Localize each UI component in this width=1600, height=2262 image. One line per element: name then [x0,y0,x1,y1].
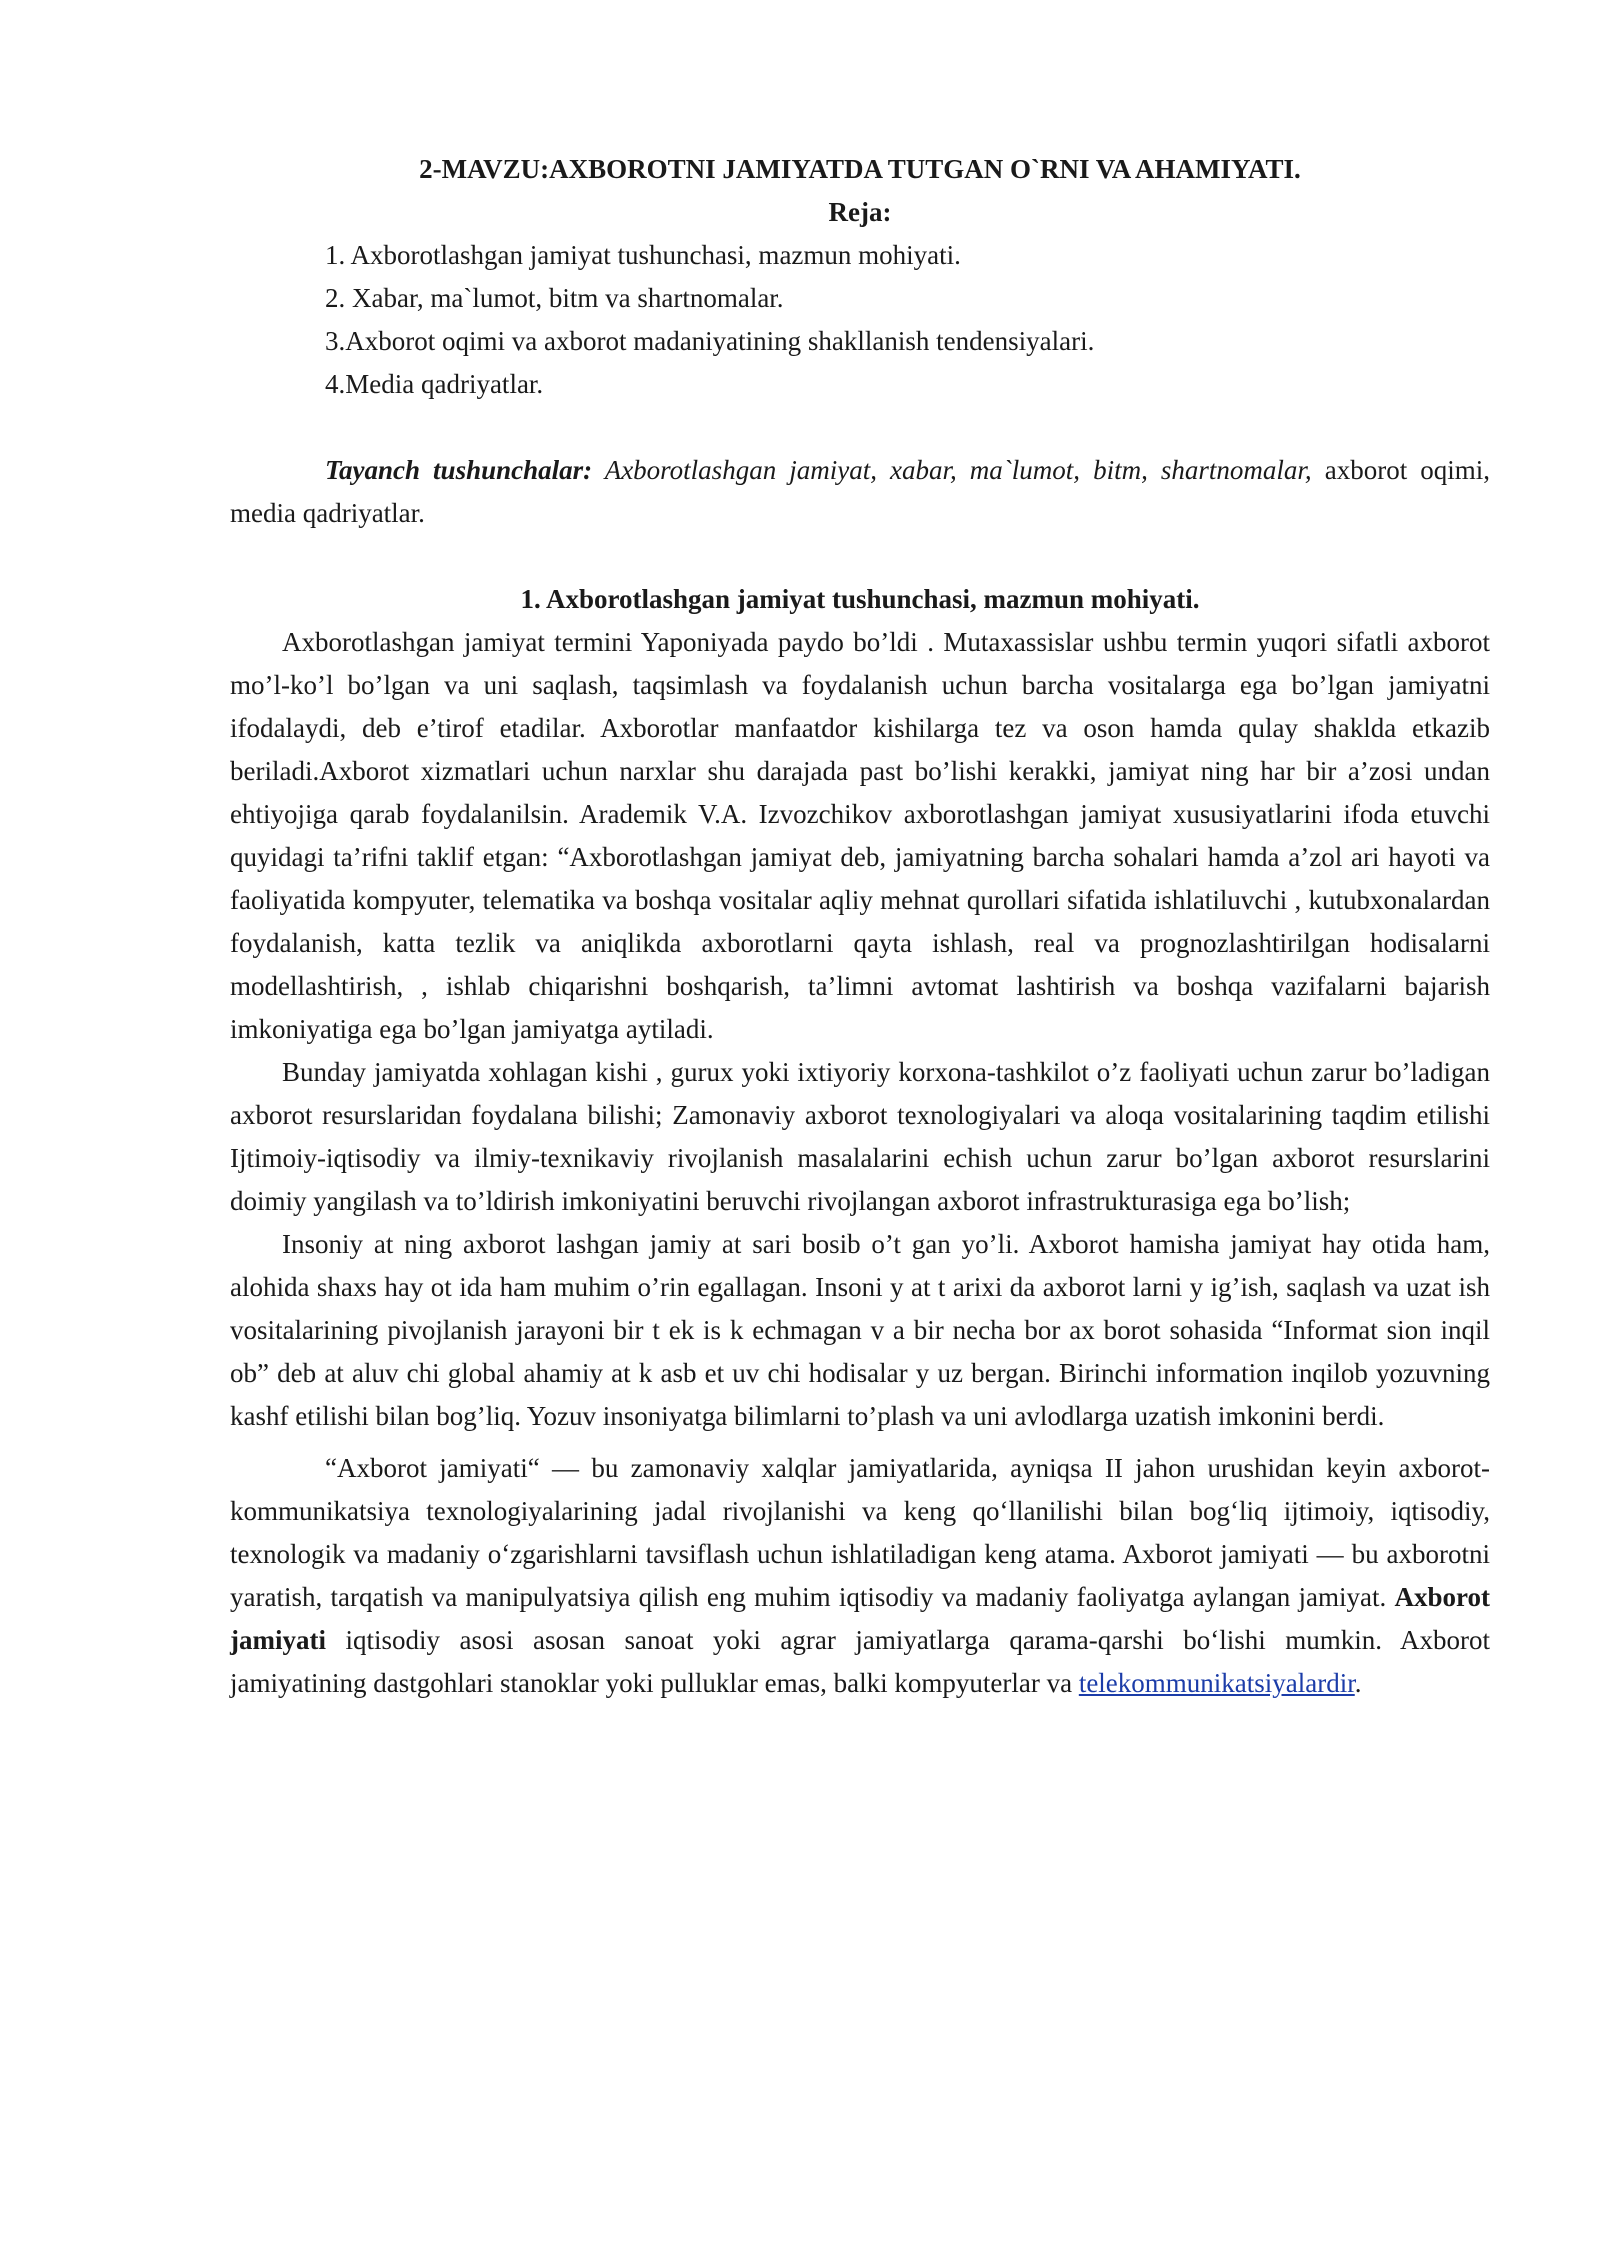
key-terms-paragraph [230,449,1490,535]
body-paragraph: Bunday jamiyatda xohlagan kishi , gurux yoki ixtiyoriy korxona-tashkilot o’z faoliyati uchun zarur bo’ladigan axborot resurslaridan foydalana bilishi; Zamonaviy axborot texnologiyalari va aloqa vositalarining taqdim etilishi Ijtimoiy-iqtisodiy va ilmiy-texnikaviy rivojlanish masalalarini echish uchun zarur bo’lgan axborot resurslarini doimiy yangilash va to’ldirish imkoniyatini beruvchi rivojlangan axborot infrastrukturasiga ega bo’lish; [230,1057,1490,1216]
plan-item: 2. Xabar, ma`lumot, bitm va shartnomalar. [325,283,784,313]
plan-list [230,234,1490,406]
body-paragraph-final [230,1447,1490,1705]
final-text-b: iqtisodiy asosi asosan sanoat yoki agrar jamiyatlarga qarama-qarshi bo‘lishi mumkin. Axborot jamiyatining dastgohlari stanoklar yoki pulluklar emas, balki kompyuterlar va [230,1625,1490,1698]
plan-item: 1. Axborotlashgan jamiyat tushunchasi, mazmun mohiyati. [325,240,961,270]
key-terms-rest: axborot oqimi, media qadriyatlar. [230,455,1491,528]
telekommunikatsiyalar-link[interactable]: telekommunikatsiyalardir [1078,1668,1355,1698]
final-text-end: . [1354,1668,1362,1698]
plan-item: 4.Media qadriyatlar. [325,369,544,399]
final-bold-term: Axborot jamiyati [230,1582,1490,1655]
section-title: 1. Axborotlashgan jamiyat tushunchasi, mazmun mohiyati. [520,584,1200,614]
key-terms-label: Tayanch tushunchalar: [325,455,593,485]
document-title: 2-MAVZU:AXBOROTNI JAMIYATDA TUTGAN O`RNI VA AHAMIYATI. [419,154,1301,184]
body-paragraph: Axborotlashgan jamiyat termini Yaponiyada paydo bo’ldi . Mutaxassislar ushbu termin yuqori sifatli axborot mo’l-ko’l bo’lgan va uni saqlash, taqsimlash va foydalanish uchun barcha vositalarga ega bo’lgan jamiyatni ifodalaydi, deb e’tirof etadilar. Axborotlar manfaatdor kishilarga tez va oson hamda qulay shaklda etkazib beriladi.Axborot xizmatlari uchun narxlar shu darajada past bo’lishi kerakki, jamiyat ning har bir a’zosi undan ehtiyojiga qarab foydalanilsin. Arademik V.A. Izvozchikov axborotlashgan jamiyat xususiyatlarini ifoda etuvchi quyidagi ta’rifni taklif etgan: “Axborotlashgan jamiyat deb, jamiyatning barcha sohalari hamda a’zol ari hayoti va faoliyatida kompyuter, telematika va boshqa vositalar aqliy mehnat qurollari sifatida ishlatiluvchi , kutubxonalardan foydalanish, katta tezlik va aniqlikda axborotlarni qayta ishlash, real va prognozlashtirilgan hodisalarni modellashtirish, , ishlab chiqarishni boshqarish, ta’limni avtomat lashtirish va boshqa vazifalarni bajarish imkoniyatiga ega bo’lgan jamiyatga aytiladi. [230,627,1490,1044]
final-text-a: “Axborot jamiyati“ — bu zamonaviy xalqlar jamiyatlarida, ayniqsa II jahon urushidan keyin axborot-kommunikatsiya texnologiyalarining jadal rivojlanishi va keng qo‘llanilishi bilan bog‘liq ijtimoiy, iqtisodiy, texnologik va madaniy o‘zgarishlarni tavsiflash uchun ishlatiladigan keng atama. Axborot jamiyati — bu axborotni yaratish, tarqatish va manipulyatsiya qilish eng muhim iqtisodiy va madaniy faoliyatga aylangan jamiyat. [230,1453,1490,1612]
key-terms-italic: Axborotlashgan jamiyat, xabar, ma`lumot, bitm, shartnomalar, [592,455,1312,485]
document-body [230,148,1490,1705]
plan-item: 3.Axborot oqimi va axborot madaniyatining shakllanish tendensiyalari. [325,326,1095,356]
plan-heading: Reja: [828,197,892,227]
body-paragraph: Insoniy at ning axborot lashgan jamiy at sari bosib o’t gan yo’li. Axborot hamisha jamiyat hay otida ham, alohida shaxs hay ot ida ham muhim o’rin egallagan. Insoni y at t arixi da axborot larni y ig’ish, saqlash va uzat ish vositalarining pivojlanish jarayoni bir t ek is k echmagan v a bir necha bor ax borot sohasida “Informat sion inqil ob” deb at aluv chi global ahamiy at k asb et uv chi hodisalar y uz bergan. Birinchi information inqilob yozuvning kashf etilishi bilan bog’liq. Yozuv insoniyatga bilimlarni to’plash va uni avlodlarga uzatish imkonini berdi. [230,1229,1490,1431]
